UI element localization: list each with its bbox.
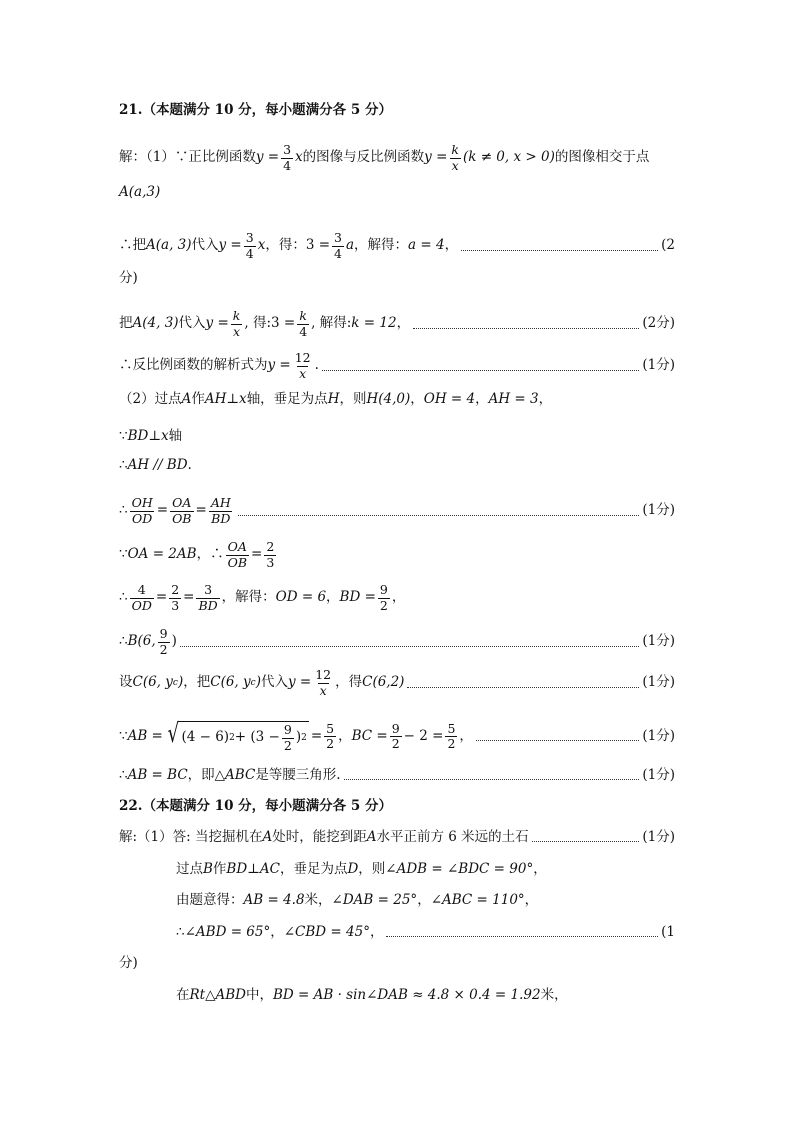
math-text: 2: [229, 732, 235, 743]
math-text: ∠ABD = 65°: [184, 924, 271, 940]
dot-leader: [180, 646, 639, 647]
math-text: x: [299, 365, 307, 381]
math-text: AH: [210, 495, 231, 510]
math-text: 3: [204, 582, 213, 597]
dot-leader: [461, 250, 658, 251]
math-text: A: [181, 391, 192, 407]
math-text: A: [366, 829, 377, 845]
math-text: 3 =: [271, 315, 296, 332]
dot-leader: [413, 328, 639, 329]
math-text: =: [156, 502, 169, 519]
math-text: 3: [334, 230, 342, 245]
math-text: ，垂足为点: [279, 861, 348, 877]
math-text: , 得:: [244, 315, 271, 332]
math-text: A(a,3): [119, 184, 161, 200]
math-text: ，: [475, 391, 489, 407]
fraction: [324, 720, 336, 751]
math-text: 代入: [260, 674, 288, 691]
math-text: OA: [172, 495, 192, 510]
math-text: 3 =: [305, 237, 331, 254]
math-text: ，得: [335, 674, 363, 691]
math-text: =: [310, 727, 323, 744]
math-text: B: [203, 861, 213, 877]
math-text: AB = 4.8: [243, 892, 305, 908]
math-text: ∴: [119, 502, 128, 519]
score-mark: (1分): [642, 727, 675, 744]
fraction: [196, 584, 219, 612]
q21-line-4: [119, 310, 675, 338]
q21-line-6: [119, 393, 675, 407]
math-text: 12: [294, 350, 311, 365]
math-text: 2: [283, 737, 292, 753]
math-text: OD: [131, 597, 152, 613]
math-text: AH⊥x: [204, 391, 247, 407]
math-text: 5: [447, 720, 456, 736]
q21-line-5: [119, 352, 675, 380]
math-text: k: [232, 308, 241, 323]
math-text: 轴，垂足为点: [246, 391, 328, 407]
math-text: =: [251, 546, 263, 563]
q21-line-14: [119, 721, 675, 752]
math-text: 作: [191, 391, 205, 407]
dot-leader: [344, 779, 640, 780]
math-text: x: [319, 682, 327, 698]
q22-line-5: [176, 989, 675, 1003]
math-text: 米，: [540, 987, 568, 1003]
q22-line-4: [176, 926, 675, 940]
math-text: 由题意得：: [176, 892, 244, 908]
score-mark: (1分): [642, 829, 675, 845]
square-root: √ (4 − 6) 2 + (3 − $\frac{9}{2}$ ) 2: [167, 719, 307, 753]
math-text: 作: [212, 861, 227, 877]
math-text: 的图像相交于点: [554, 149, 650, 166]
fraction: [158, 628, 170, 656]
q21-heading: [119, 104, 675, 118]
math-text: ∵: [119, 546, 128, 563]
math-text: ，: [326, 589, 340, 606]
math-text: ，: [338, 727, 352, 744]
math-text: 4: [137, 582, 146, 597]
math-text: ，: [417, 892, 431, 908]
q21-line-8: [119, 459, 675, 473]
math-text: 2: [391, 736, 400, 751]
dot-leader: [532, 841, 640, 842]
q21-line-11: [119, 584, 675, 612]
math-text: ，: [410, 391, 424, 407]
math-text: ，: [444, 237, 459, 254]
math-text: ，: [533, 861, 547, 877]
q22-line-3: [176, 894, 675, 908]
math-text: y =: [218, 237, 242, 254]
math-text: 2: [447, 736, 456, 751]
score-mark: (2: [661, 237, 675, 254]
math-text: 3: [266, 554, 275, 570]
math-text: BC =: [351, 727, 388, 744]
fraction: [169, 584, 181, 612]
fraction: [313, 669, 333, 697]
math-text: ，即: [187, 767, 215, 783]
math-text: 9: [379, 582, 388, 597]
math-text: (k ≠ 0, x > 0): [462, 149, 555, 166]
math-text: B(6,: [127, 633, 156, 650]
math-text: ∴: [119, 457, 128, 473]
math-text: 是等腰三角形.: [255, 767, 341, 783]
math-text: 水平正前方 6 米远的土石: [376, 829, 529, 845]
math-text: D: [347, 861, 359, 877]
q21-line-9: [119, 497, 675, 525]
q21-line-1: [119, 144, 675, 172]
math-text: 3: [171, 597, 180, 613]
math-text: OD: [132, 510, 153, 526]
fraction: [170, 497, 193, 525]
math-text: △ABC: [214, 767, 256, 783]
math-text: 分): [119, 955, 138, 971]
math-text: 设: [119, 674, 133, 691]
fraction: [130, 497, 155, 525]
math-text: OH: [131, 495, 153, 510]
math-text: 把: [119, 315, 133, 332]
math-text: 轴: [168, 428, 183, 444]
math-text: 分): [119, 270, 138, 286]
math-text: ，把: [183, 674, 211, 691]
math-text: a = 4: [408, 237, 445, 254]
score-mark: (1分): [642, 674, 675, 691]
dot-leader: [407, 687, 639, 688]
math-text: ，: [459, 727, 473, 744]
math-text: ，则: [358, 861, 386, 877]
math-text: − 2 =: [403, 727, 444, 744]
math-text: 4: [334, 245, 342, 261]
fraction: [293, 352, 313, 380]
math-text: 9: [391, 720, 400, 736]
math-text: 9: [159, 626, 168, 641]
dot-leader: [322, 370, 639, 371]
math-text: ，: [369, 924, 384, 940]
math-text: ∠CBD = 45°: [283, 924, 370, 940]
math-text: , 解得:: [311, 315, 352, 332]
math-text: OH = 4: [423, 391, 476, 407]
fraction: [282, 724, 294, 752]
math-text: ，解得：: [354, 237, 409, 254]
math-text: c: [250, 677, 256, 688]
math-text: ，: [396, 315, 411, 332]
math-text: ): [255, 674, 261, 691]
math-text: ∵: [119, 727, 128, 744]
math-text: BD =: [339, 589, 376, 606]
math-text: y =: [287, 674, 312, 691]
dot-leader: [386, 936, 658, 937]
math-text: y =: [424, 149, 448, 166]
q22-line-2: [176, 863, 675, 877]
math-text: ∴反比例函数的解析式为: [119, 357, 268, 374]
fraction: [445, 720, 457, 751]
math-text: AH = 3: [488, 391, 539, 407]
math-text: BD: [211, 510, 231, 526]
math-text: ，∴: [196, 546, 224, 563]
math-text: ∠ABC = 110°: [430, 892, 525, 908]
fraction: [390, 720, 402, 751]
math-text: k: [299, 308, 307, 323]
math-text: ∠DAB = 25°: [331, 892, 418, 908]
math-text: 4: [245, 245, 254, 261]
math-text: OA = 2AB: [127, 546, 197, 563]
q22-line-1: [119, 831, 675, 845]
q21-line-15: [119, 769, 675, 783]
score-mark: (1: [661, 924, 675, 940]
math-text: OA: [227, 539, 247, 554]
math-text: 的图像与反比例函数: [302, 149, 425, 166]
math-text: 12: [315, 667, 332, 682]
q21-line-12: [119, 628, 675, 656]
math-text: .: [314, 357, 319, 374]
fraction: [130, 584, 154, 612]
math-text: ，得：: [265, 237, 306, 254]
math-text: 2: [326, 736, 335, 751]
math-text: c: [172, 677, 178, 688]
score-mark: (2分): [642, 315, 675, 332]
math-text: 21.（本题满分 10 分，每小题满分各 5 分）: [119, 102, 392, 118]
math-text: ): [177, 674, 184, 691]
fraction: [297, 310, 309, 338]
math-text: 2: [266, 539, 275, 554]
math-text: 米，: [304, 892, 332, 908]
math-text: 2: [379, 597, 388, 613]
math-text: Rt△ABD: [189, 987, 246, 1003]
math-text: ∵: [119, 428, 128, 444]
math-text: =: [155, 589, 168, 606]
math-text: A(4, 3): [132, 315, 179, 332]
math-text: AH // BD: [127, 457, 188, 473]
math-text: OB: [227, 554, 248, 570]
score-mark: (1分): [642, 633, 675, 650]
q21-line-13: [119, 669, 675, 697]
fraction: [332, 232, 344, 260]
math-text: a: [345, 237, 355, 254]
math-text: 22.（本题满分 10 分，每小题满分各 5 分）: [119, 798, 392, 814]
math-text: 中，: [245, 987, 273, 1003]
score-mark: (1分): [642, 357, 675, 374]
math-text: =: [195, 502, 207, 519]
math-text: y =: [205, 315, 229, 332]
math-text: 代入: [178, 315, 206, 332]
math-text: 代入: [191, 237, 219, 254]
math-text: (4 − 6): [181, 729, 230, 746]
math-text: C(6,2): [362, 674, 405, 691]
fraction: [209, 497, 233, 525]
dot-leader: [476, 740, 639, 741]
math-text: ，: [270, 924, 284, 940]
math-text: A(a, 3): [146, 237, 192, 254]
math-text: 2: [171, 582, 180, 597]
math-text: C(6, y: [132, 674, 173, 691]
fraction: [231, 310, 243, 338]
math-text: ∠ADB = ∠BDC = 90°: [385, 861, 534, 877]
math-text: BD: [198, 597, 218, 613]
q21-line-7: [119, 430, 675, 444]
math-text: ，: [538, 391, 553, 407]
math-text: k = 12: [351, 315, 397, 332]
fraction: [281, 144, 293, 172]
math-text: .: [187, 457, 192, 473]
math-text: ∴把: [119, 237, 146, 254]
math-text: ，解得：: [221, 589, 276, 606]
math-text: x: [295, 149, 303, 166]
math-text: 在: [176, 987, 190, 1003]
math-text: H: [327, 391, 340, 407]
math-text: ，: [524, 892, 539, 908]
math-text: 过点: [176, 861, 203, 877]
math-text: x: [451, 157, 459, 173]
math-text: ): [171, 633, 177, 650]
math-text: H(4,0): [366, 391, 411, 407]
math-text: OB: [172, 510, 192, 526]
math-text: BD⊥AC: [226, 861, 280, 877]
fraction: [378, 584, 390, 612]
math-text: + (3 −: [234, 729, 280, 746]
math-text: C(6, y: [210, 674, 251, 691]
math-text: A: [262, 829, 273, 845]
math-text: OD = 6: [275, 589, 327, 606]
score-mark: (1分): [642, 767, 675, 783]
fraction: [264, 541, 276, 569]
math-text: 2: [159, 641, 168, 657]
q22-heading: [119, 800, 675, 814]
fraction: [449, 144, 461, 172]
math-text: 3: [245, 230, 254, 245]
math-text: 3: [283, 142, 292, 157]
q21-line-2: [119, 186, 675, 200]
math-text: ∴: [119, 589, 128, 606]
math-text: x: [233, 323, 241, 339]
math-text: BD⊥x: [127, 428, 169, 444]
math-text: ，: [391, 589, 406, 606]
math-text: 解:（1）答: 当挖掘机在: [119, 829, 263, 845]
q21-line-10: [119, 541, 675, 569]
math-text: BD = AB · sin∠DAB ≈ 4.8 × 0.4 = 1.92: [272, 987, 541, 1003]
math-text: 2: [301, 732, 307, 743]
math-text: ∴: [119, 633, 128, 650]
math-text: =: [183, 589, 195, 606]
fraction: [244, 232, 256, 260]
math-text: 4: [283, 157, 292, 173]
math-text: ): [295, 729, 302, 746]
math-text: ，则: [339, 391, 367, 407]
dot-leader: [238, 515, 640, 516]
math-text: AB = BC: [127, 767, 188, 783]
math-text: x: [257, 237, 266, 254]
math-text: 4: [299, 323, 308, 339]
math-text: 9: [283, 722, 292, 737]
math-text: 5: [326, 720, 335, 736]
q21-line-3-cont: [119, 272, 675, 286]
score-mark: (1分): [642, 502, 675, 519]
math-text: （2）过点: [119, 391, 182, 407]
q21-line-3: [119, 232, 675, 260]
fraction: [226, 541, 249, 569]
math-text: y =: [267, 357, 291, 374]
math-text: k: [451, 142, 459, 157]
math-text: AB =: [127, 727, 163, 744]
math-text: y =: [255, 149, 280, 166]
q22-line-4-cont: [119, 957, 675, 971]
math-text: 处时，能挖到距: [272, 829, 367, 845]
math-text: 解：（1）∵正比例函数: [119, 149, 256, 166]
math-text: ∴: [119, 767, 128, 783]
math-text: ∴: [176, 924, 185, 940]
